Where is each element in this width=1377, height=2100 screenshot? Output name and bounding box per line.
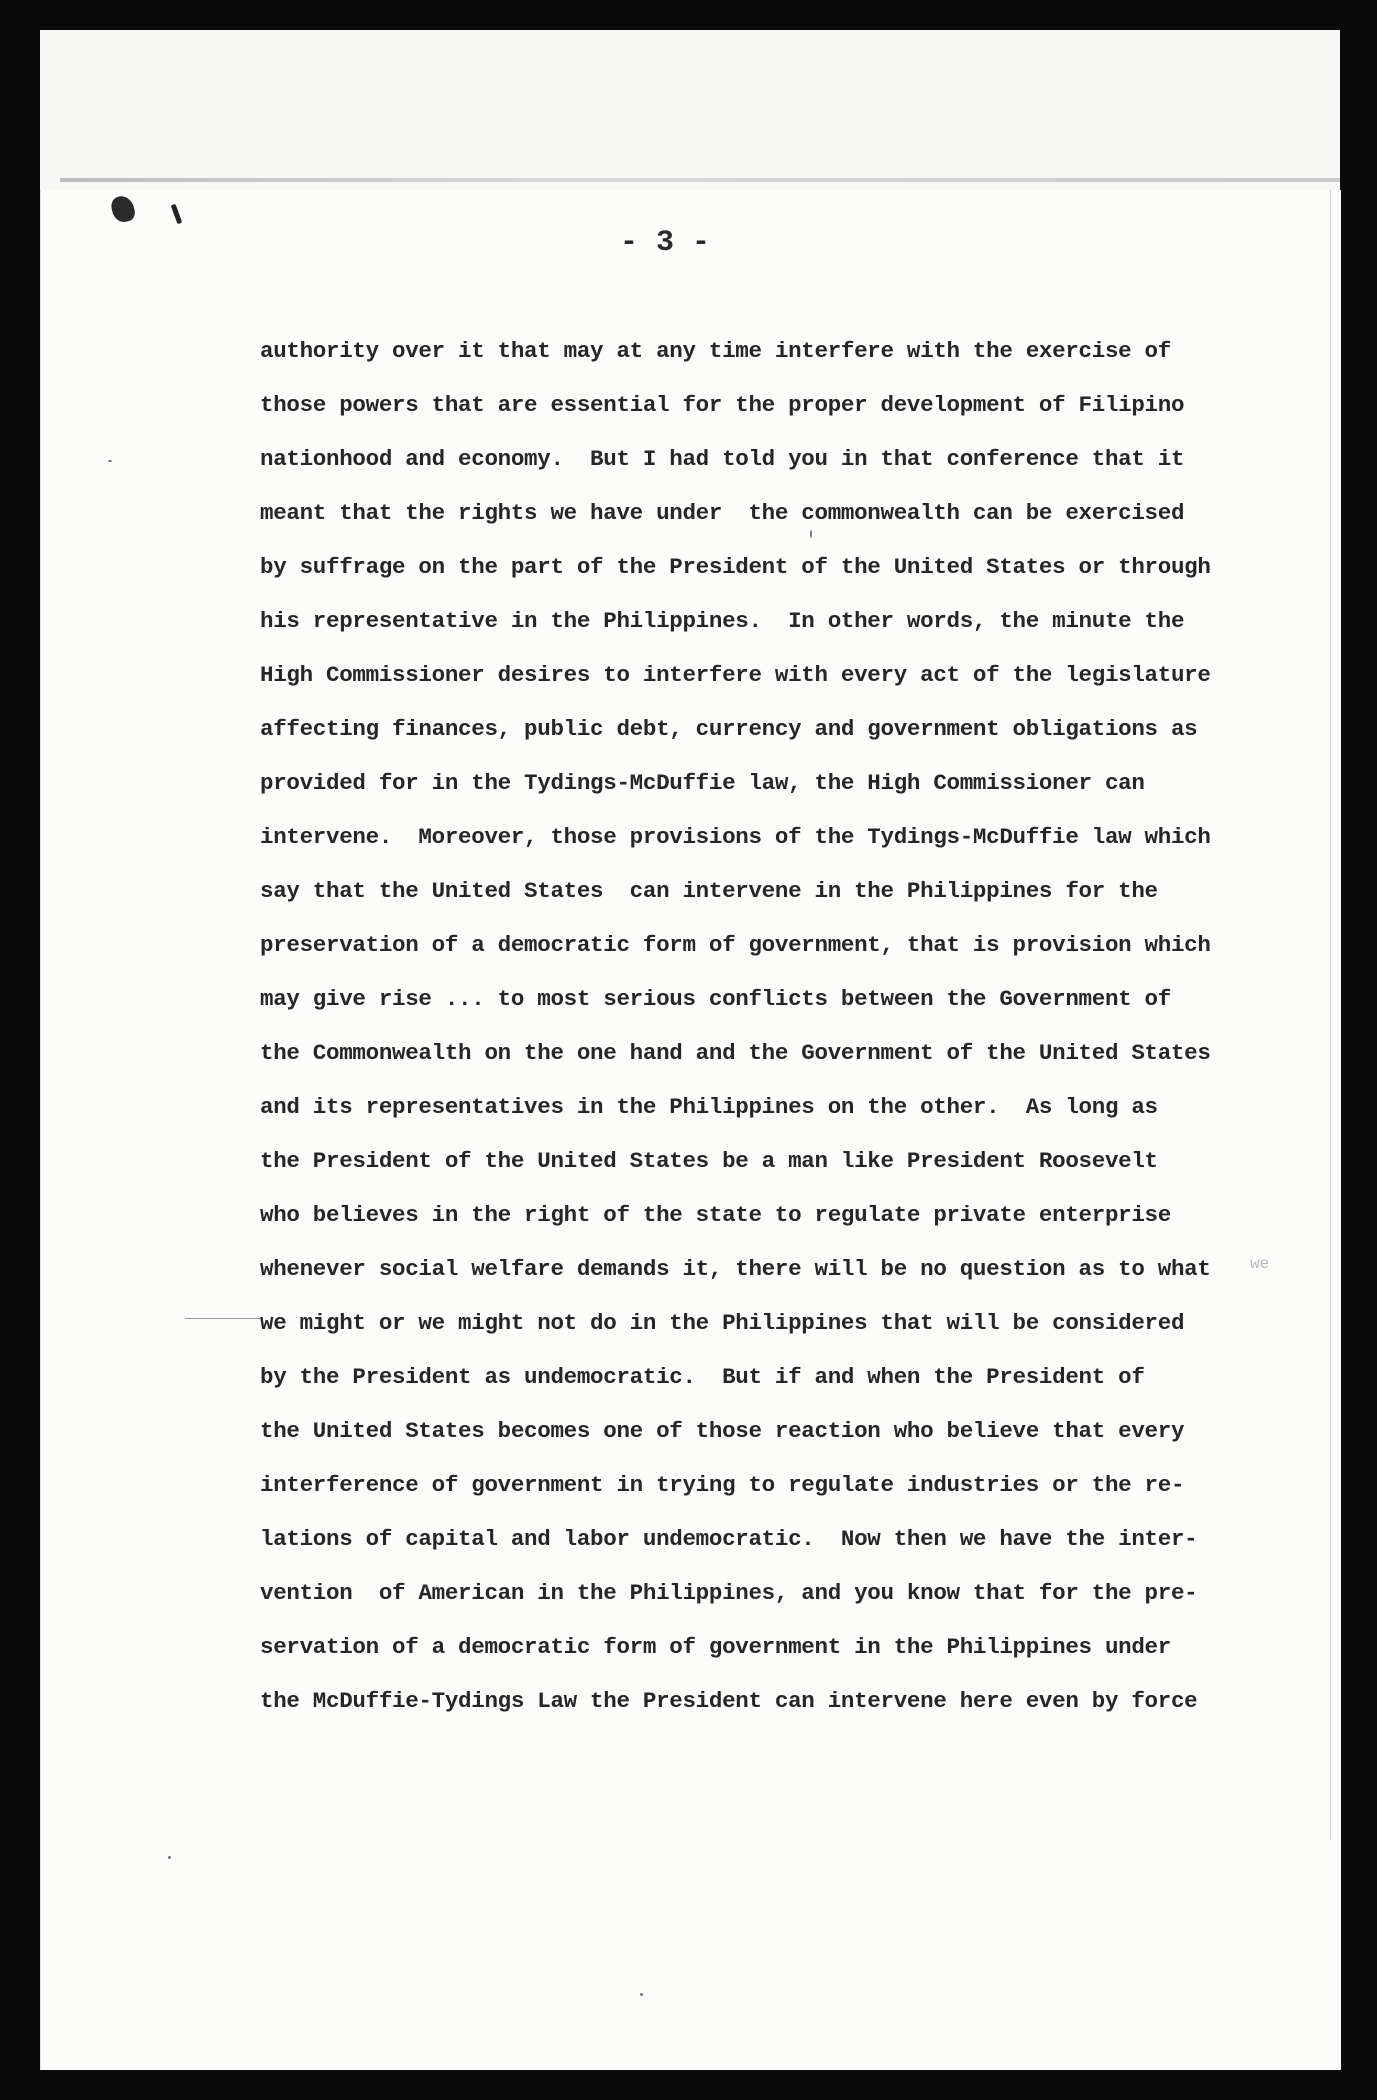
margin-stroke <box>185 1318 260 1319</box>
text-line: who believes in the right of the state to regulate private enterprise <box>260 1202 1171 1228</box>
text-line: whenever social welfare demands it, there will be no question as to what <box>260 1256 1211 1282</box>
text-line: provided for in the Tydings-McDuffie law, the High Commissioner can <box>260 770 1145 796</box>
text-line: by suffrage on the part of the President of the United States or through <box>260 554 1211 580</box>
text-line: intervene. Moreover, those provisions of the Tydings-McDuffie law which <box>260 824 1211 850</box>
text-line: his representative in the Philippines. In other words, the minute the <box>260 608 1185 634</box>
text-line: affecting finances, public debt, currency and government obligations as <box>260 716 1198 742</box>
text-line: those powers that are essential for the proper development of Filipino <box>260 392 1185 418</box>
text-line: authority over it that may at any time interfere with the exercise of <box>260 338 1171 364</box>
text-line: meant that the rights we have under the commonwealth can be exercised <box>260 500 1185 526</box>
text-line: the Commonwealth on the one hand and the Government of the United States <box>260 1040 1211 1066</box>
text-line: we might or we might not do in the Philippines that will be considered <box>260 1310 1185 1336</box>
page-right-edge <box>1330 190 1331 1840</box>
text-line: the McDuffie-Tydings Law the President can intervene here even by force <box>260 1688 1198 1714</box>
dust-speck <box>168 1856 171 1859</box>
text-line: nationhood and economy. But I had told you in that conference that it <box>260 446 1185 472</box>
text-line: the United States becomes one of those reaction who believe that every <box>260 1418 1185 1444</box>
text-line: servation of a democratic form of government in the Philippines under <box>260 1634 1171 1660</box>
bleed-through-mark: we <box>1250 1255 1270 1273</box>
text-line: and its representatives in the Philippines on the other. As long as <box>260 1094 1158 1120</box>
text-line: preservation of a democratic form of government, that is provision which <box>260 932 1211 958</box>
sheet-edge-shadow <box>60 178 1340 182</box>
text-line: High Commissioner desires to interfere with every act of the legislature <box>260 662 1211 688</box>
text-line: the President of the United States be a man like President Roosevelt <box>260 1148 1158 1174</box>
text-line: interference of government in trying to regulate industries or the re- <box>260 1472 1185 1498</box>
dust-speck <box>108 460 112 462</box>
text-line: vention of American in the Philippines, and you know that for the pre- <box>260 1580 1198 1606</box>
text-line: say that the United States can intervene in the Philippines for the <box>260 878 1158 904</box>
page-number: - 3 - <box>620 226 711 260</box>
body-text <box>260 333 1260 1737</box>
text-line: lations of capital and labor undemocratic. Now then we have the inter- <box>260 1526 1198 1552</box>
text-line: may give rise ... to most serious conflicts between the Government of <box>260 986 1171 1012</box>
text-line: by the President as undemocratic. But if and when the President of <box>260 1364 1145 1390</box>
dust-speck <box>640 1993 643 1996</box>
